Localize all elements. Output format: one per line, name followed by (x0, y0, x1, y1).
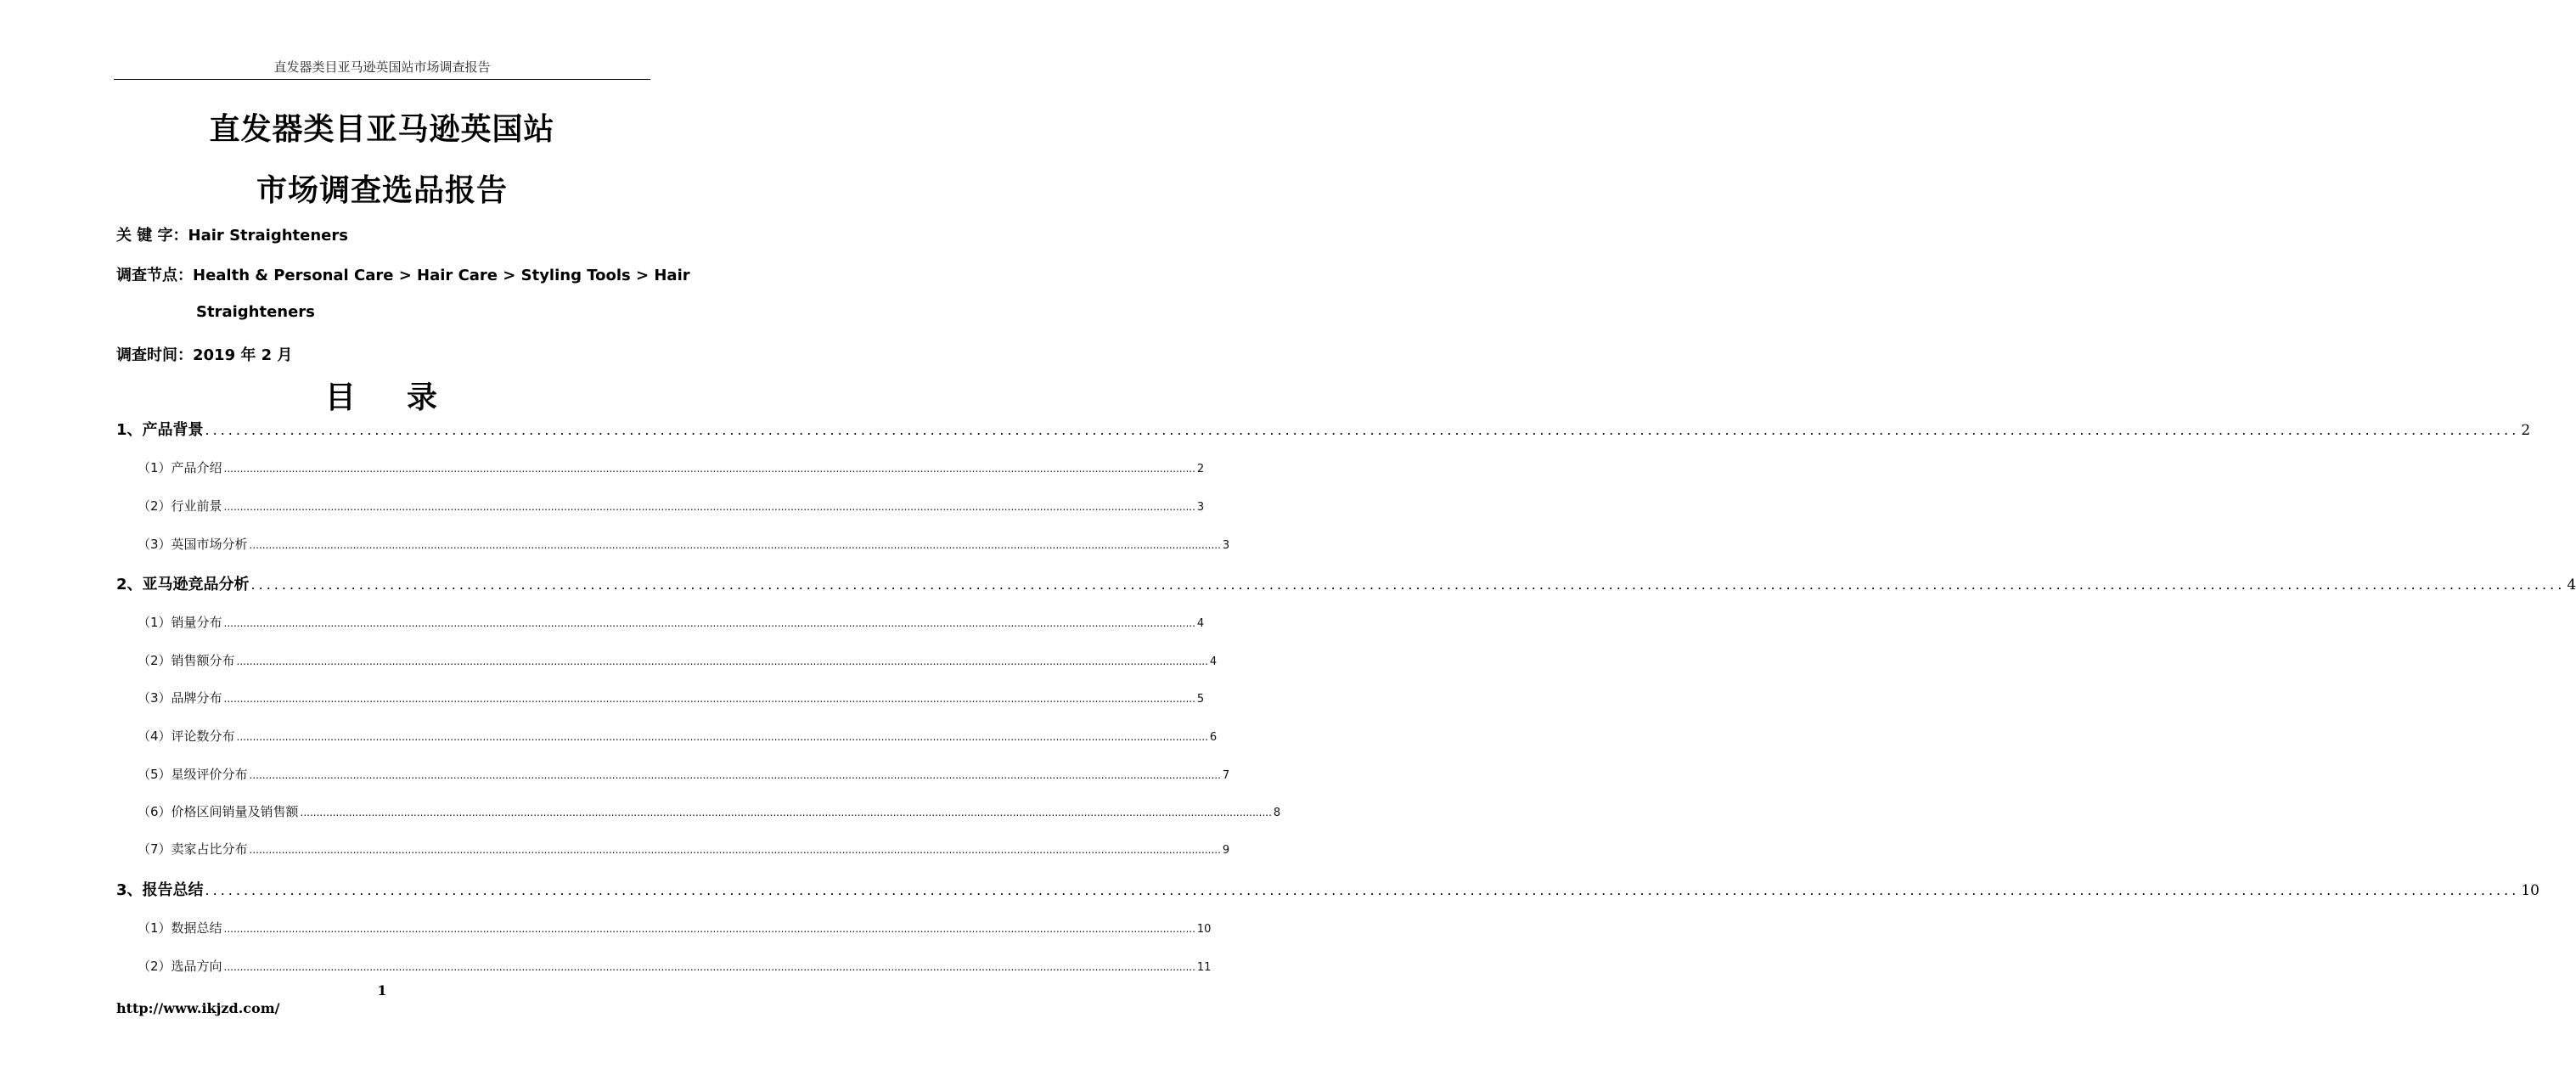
toc-leader-dots: ............................................................................................................................................................................................................................................................................................................ (223, 693, 1195, 705)
toc-entry[interactable] (116, 572, 2576, 594)
toc-entry-title: （2）销售额分布 (138, 653, 235, 668)
toc-entry-page: 10 (2521, 882, 2539, 899)
toc-entry-page: 4 (1209, 655, 1218, 668)
toc-entry[interactable] (116, 878, 2539, 900)
toc-entry-title: （3）英国市场分析 (138, 537, 248, 552)
toc-entry-title: （1）销量分布 (138, 615, 222, 630)
survey-node-value: Health & Personal Care > Hair Care > Styling Tools > Hair (193, 267, 690, 284)
document-title-line-1: 直发器类目亚马逊英国站 (209, 112, 555, 147)
toc-entry-title: 2、亚马逊竞品分析 (116, 576, 250, 593)
keyword-value: Hair Straighteners (188, 227, 348, 245)
keyword-label: 关 键 字： (116, 227, 188, 245)
toc-leader-dots: ............................................................................................................................................................................................................................................................................................................ (236, 655, 1208, 667)
toc-leader-dots: ............................................................................................................................................................................................................................................................................................................ (249, 844, 1221, 856)
survey-time-line (116, 343, 292, 365)
toc-leader-dots: ............................................................................................................................................................................................................................................................................................................ (236, 731, 1208, 743)
toc-entry[interactable] (116, 418, 2531, 440)
toc-entry[interactable] (138, 802, 1281, 820)
survey-node-label: 调查节点： (116, 267, 193, 284)
toc-entry-title: （6）价格区间销量及销售额 (138, 804, 299, 819)
toc-entry-title: （3）品牌分布 (138, 690, 222, 706)
toc-leader-dots: ............................................................................................................................................................................................................................................................................................................ (223, 463, 1195, 475)
toc-entry[interactable] (138, 919, 1212, 937)
toc-entry-page: 5 (1196, 693, 1205, 706)
toc-entry-page: 7 (1222, 769, 1230, 782)
toc-leader-dots: ............................................................................................................................................................................................................................................................................................................ (223, 617, 1195, 629)
toc-leader-dots: ............................................................................................................................................................................................................................................................................................................ (250, 577, 2566, 593)
toc-entry[interactable] (138, 535, 1230, 553)
toc-entry-page: 10 (1196, 923, 1212, 936)
toc-entry[interactable] (138, 651, 1218, 669)
toc-entry-title: 1、产品背景 (116, 421, 204, 439)
toc-entry-page: 3 (1196, 501, 1205, 514)
toc-leader-dots: ............................................................................................................................................................................................................................................................................................................ (205, 882, 2520, 898)
toc-leader-dots: ............................................................................................................................................................................................................................................................................................................ (223, 923, 1195, 935)
toc-entry-title: （1）产品介绍 (138, 460, 222, 475)
toc-entry-page: 3 (1222, 539, 1230, 552)
survey-node-line (116, 263, 690, 285)
keyword-line (116, 223, 348, 245)
toc-entry-page: 2 (2521, 422, 2531, 439)
toc-entry-title: （7）卖家占比分布 (138, 841, 248, 857)
toc-entry[interactable] (138, 689, 1205, 706)
survey-time-label: 调查时间： (116, 346, 193, 364)
toc-heading: 目 录 (324, 380, 440, 415)
toc-entry[interactable] (138, 497, 1205, 515)
toc-entry[interactable] (138, 840, 1230, 858)
toc-leader-dots: ............................................................................................................................................................................................................................................................................................................ (249, 769, 1221, 781)
toc-entry[interactable] (138, 458, 1205, 476)
toc-entry-page: 2 (1196, 463, 1205, 475)
toc-entry-title: （2）选品方向 (138, 959, 222, 974)
toc-entry-page: 4 (2567, 577, 2576, 593)
toc-entry-title: （4）评论数分布 (138, 728, 235, 744)
toc-entry[interactable] (138, 613, 1205, 631)
toc-entry-title: （5）星级评价分布 (138, 767, 248, 782)
footer-url-link[interactable]: http://www.ikjzd.com/ (116, 1000, 280, 1016)
toc-leader-dots: ............................................................................................................................................................................................................................................................................................................ (300, 807, 1272, 818)
document-title-line-2: 市场调查选品报告 (256, 173, 508, 208)
toc-entry[interactable] (138, 727, 1218, 745)
toc-entry-title: （2）行业前景 (138, 498, 222, 514)
toc-leader-dots: ............................................................................................................................................................................................................................................................................................................ (249, 539, 1221, 551)
toc-entry[interactable] (138, 765, 1230, 783)
toc-entry-page: 9 (1222, 844, 1230, 857)
running-header: 直发器类目亚马逊英国站市场调查报告 (114, 58, 650, 80)
toc-entry-page: 8 (1273, 807, 1281, 819)
toc-entry-title: （1）数据总结 (138, 920, 222, 936)
toc-entry-page: 11 (1196, 961, 1212, 974)
survey-node-continuation: Straighteners (196, 303, 315, 321)
toc-entry-page: 4 (1196, 617, 1205, 630)
toc-leader-dots: ............................................................................................................................................................................................................................................................................................................ (223, 501, 1195, 513)
page-number: 1 (377, 982, 387, 998)
toc-entry-page: 6 (1209, 731, 1218, 744)
survey-time-value: 2019 年 2 月 (193, 346, 293, 364)
toc-entry[interactable] (138, 957, 1212, 975)
toc-leader-dots: ............................................................................................................................................................................................................................................................................................................ (223, 961, 1195, 973)
toc-entry-title: 3、报告总结 (116, 881, 204, 899)
toc-leader-dots: ............................................................................................................................................................................................................................................................................................................ (205, 422, 2520, 438)
